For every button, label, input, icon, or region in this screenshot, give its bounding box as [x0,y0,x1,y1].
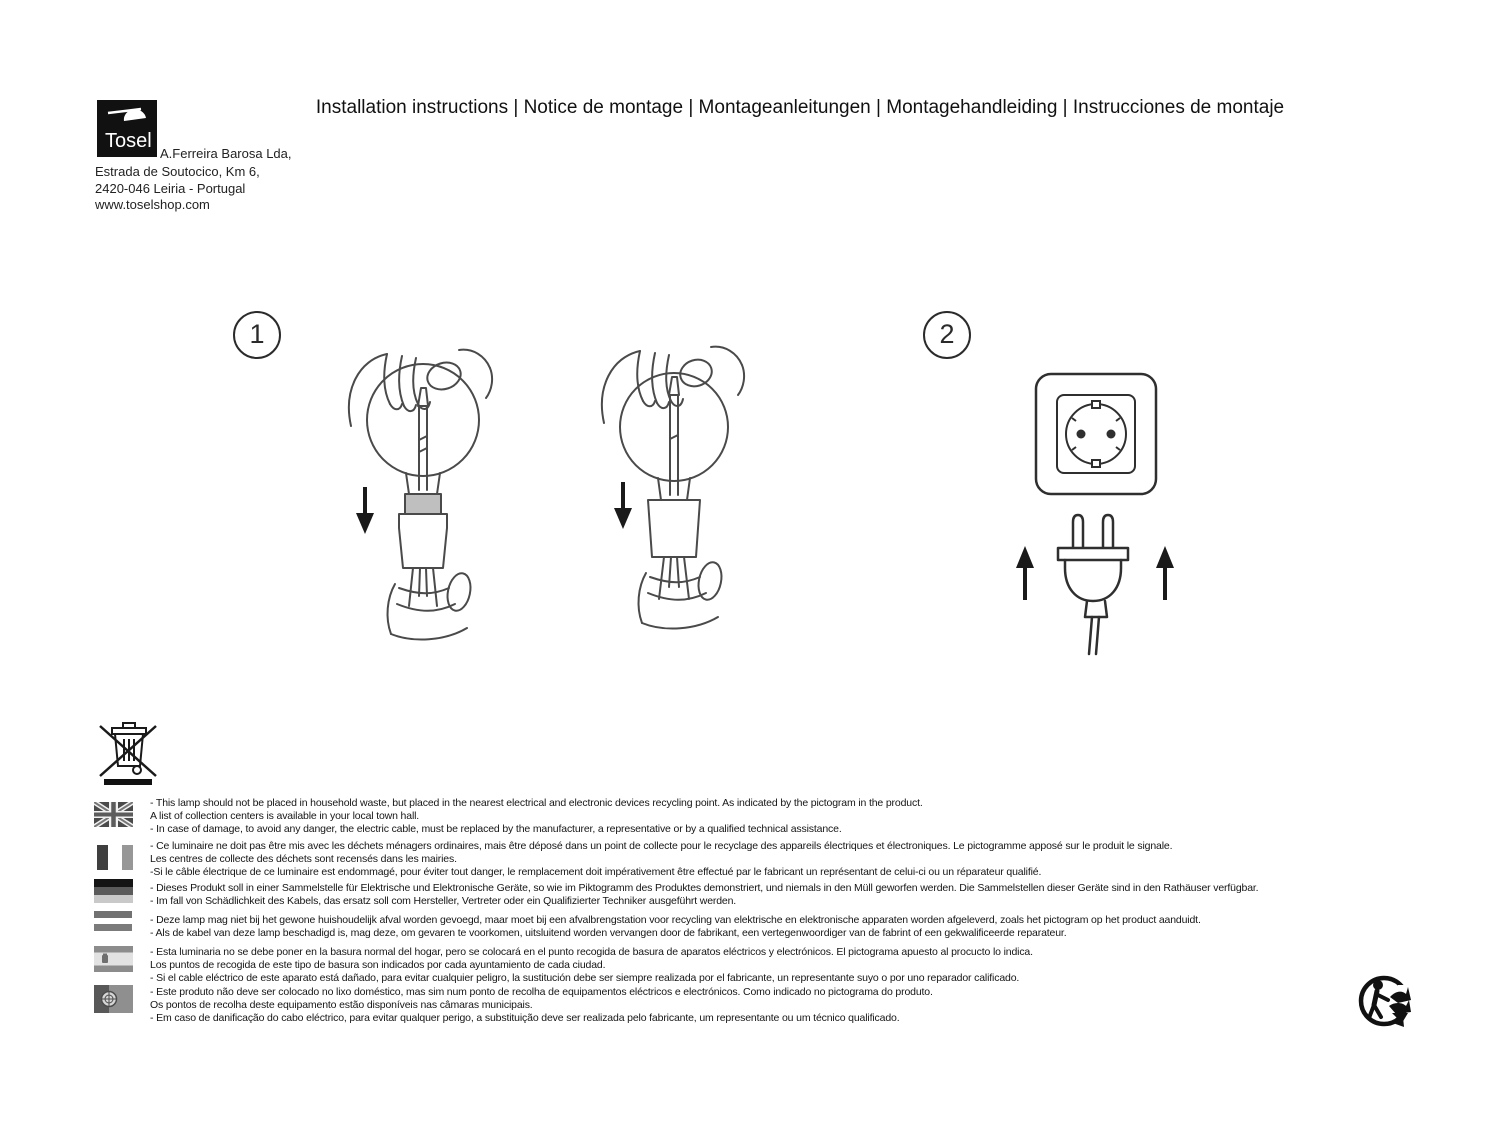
germany-flag-icon [94,879,133,903]
notice-line: - Em caso de danificação do cabo eléctrico, para evitar qualquer perigo, a substituição deve ser realizada pelo fabricante, um representante ou um técnico qualificado. [150,1012,900,1024]
bulb-seated-in-socket-illustration [588,335,758,635]
notice-line: Os pontos de recolha deste equipamento estão disponíveis nas câmaras municipais. [150,999,533,1011]
portugal-flag-icon [94,985,133,1013]
plug-illustration [1008,506,1188,656]
address-line: A.Ferreira Barosa Lda, [160,146,292,161]
notice-line: - Dieses Produkt soll in einer Sammelstelle für Elektrische und Elektronische Geräte, so wie im Piktogramm des Produktes demonstriert, und niemals in den Müll geworfen werden. Die Sammelstellen dieser Geräte sind in den Rathäuser verfügbar. [150,882,1259,894]
down-arrow-icon [356,487,374,534]
notice-line: Los puntos de recogida de este tipo de basura son indicados por cada ayuntamiento de cada ciudad. [150,959,606,971]
lamp-logo-icon [97,100,157,157]
notice-line: - Deze lamp mag niet bij het gewone huishoudelijk afval worden gevoegd, maar moet bij een afvalbrengstation voor recycling van elektrische en elektronische apparaten worden afgeleverd, zoals het pictogram op het product aanduidt. [150,914,1201,926]
notice-line: - In case of damage, to avoid any danger, the electric cable, must be replaced by the manufacturer, a representative or by a qualified technical assistance. [150,823,842,835]
notice-line: - Ce luminaire ne doit pas être mis avec les déchets ménagers ordinaires, mais être déposé dans un point de collecte pour le recyclage des appareils électriques et électroniques. Le pictogramme apposé sur le produit le signale. [150,840,1173,852]
notice-line: -Si le câble électrique de ce luminaire est endommagé, pour éviter tout danger, le remplacement doit impérativement être effectué par le fabricant un représentant de celui-ci ou un réparateur qualifié. [150,866,1042,878]
uk-flag-icon [94,802,133,827]
weee-crossed-bin-icon [96,716,160,786]
up-arrow-icon [1016,546,1034,600]
bulb-insert-into-socket-illustration [337,340,507,650]
notice-english [150,797,1440,836]
france-flag-icon [97,845,133,870]
notice-line: - Si el cable eléctrico de este aparato está dañado, para evitar cualquier peligro, la sustitución debe ser siempre realizada por el fabricante, un representante suyo o por uno reparador calificado. [150,972,1020,984]
step-2-badge: 2 [923,311,971,359]
tosel-logo [97,100,157,157]
notice-line: A list of collection centers is available in your local town hall. [150,810,420,822]
address-line: Estrada de Soutocico, Km 6, [95,164,260,179]
wall-socket-illustration [1034,372,1158,496]
notice-line: - Als de kabel van deze lamp beschadigd is, mag deze, om gevaren te voorkomen, uitsluitend worden vervangen door de fabrikant, een vertegenwoordiger van de fabrint of een gekwalificeerde reparateur. [150,927,1067,939]
notice-french [150,840,1440,879]
notice-line: Les centres de collecte des déchets sont recensés dans les mairies. [150,853,457,865]
notice-dutch [150,914,1440,940]
notice-german [150,882,1440,908]
triman-recycling-icon [1356,973,1412,1029]
website-text: www.toselshop.com [95,197,210,212]
notice-spanish [150,946,1440,985]
logo-text: Tosel [105,130,152,152]
spain-flag-icon [94,946,133,972]
up-arrow-icon [1156,546,1174,600]
notice-portuguese [150,986,1440,1025]
step-1-badge: 1 [233,311,281,359]
page-title: Installation instructions | Notice de montage | Montageanleitungen | Montagehandleiding | Instrucciones de montaje [315,97,1285,118]
notice-line: - This lamp should not be placed in household waste, but placed in the nearest electrical and electronic devices recycling point. As indicated by the pictogram in the product. [150,797,923,809]
notice-line: - Im fall von Schädlichkeit des Kabels, das ersatz soll com Hersteller, Vertreter oder ein Qualifizierter Techniker ausgeführt werden. [150,895,737,907]
netherlands-flag-icon [94,911,132,931]
notice-line: - Este produto não deve ser colocado no lixo doméstico, mas sim num ponto de recolha de equipamentos eléctricos e electrónicos. Como indicado no pictograma do produto. [150,986,933,998]
notice-line: - Esta luminaria no se debe poner en la basura normal del hogar, pero se colocará en el punto recogida de basura de aparatos eléctricos y electrónicos. El pictograma apuesto al procucto lo indica. [150,946,1033,958]
down-arrow-icon [614,482,632,529]
address-line: 2420-046 Leiria - Portugal [95,181,246,196]
